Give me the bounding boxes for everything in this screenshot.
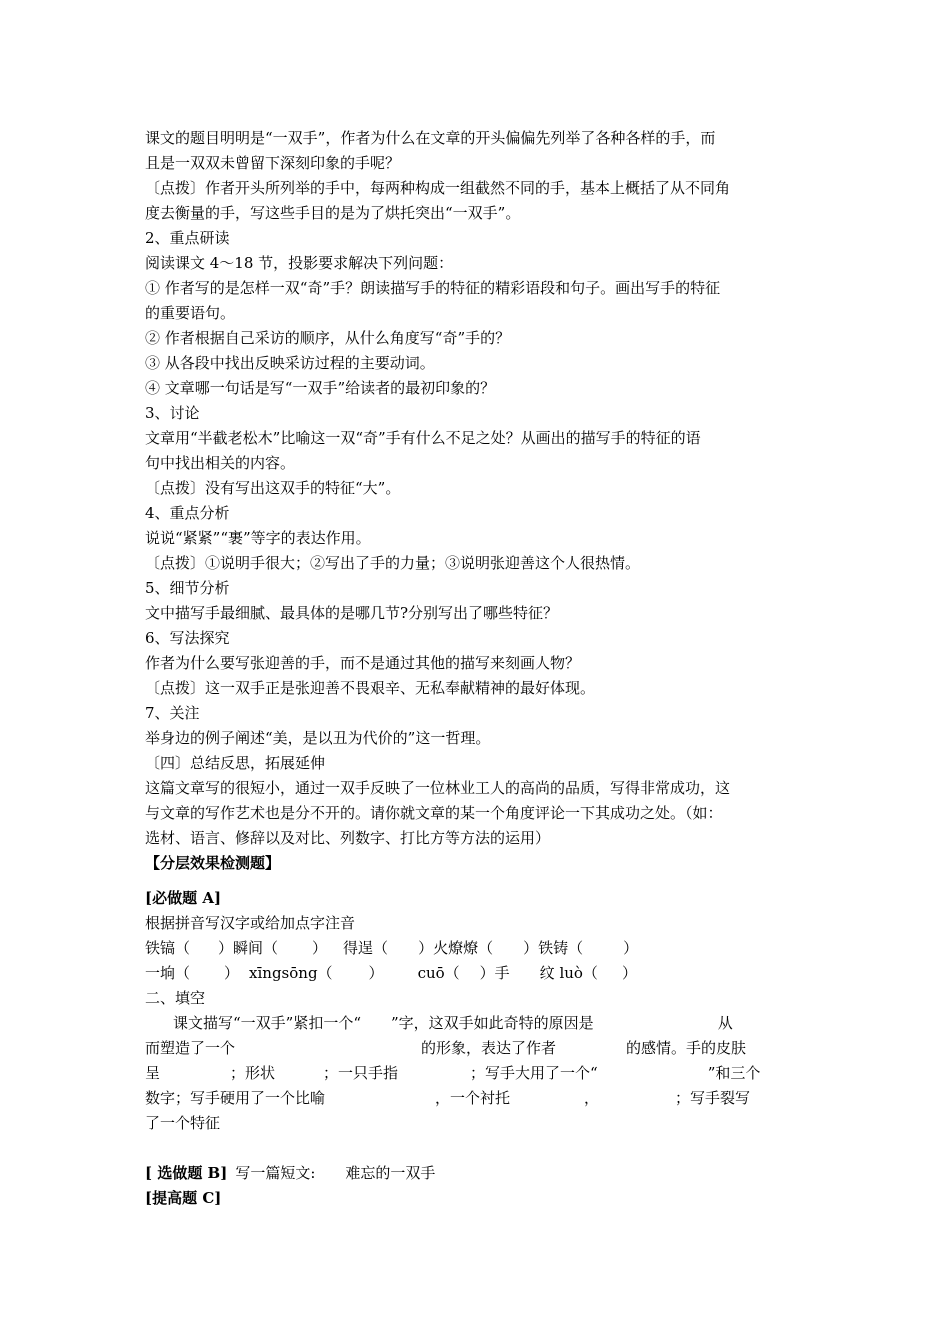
discussion-hint	[145, 478, 400, 498]
fill-text: 呈	[145, 1064, 161, 1082]
section-heading-analysis: 4、重点分析	[145, 504, 230, 522]
section-heading-writing: 6、写法探究	[145, 629, 230, 647]
fill-line-1	[145, 1013, 733, 1033]
blank-suffix: ）手	[479, 964, 510, 982]
hint-text: 没有写出这双手的特征“大”。	[205, 479, 401, 497]
blank-suffix: ）	[312, 939, 328, 957]
fill-text: ；一只手指	[323, 1064, 399, 1082]
fill-text: 的形象，表达了作者	[421, 1039, 557, 1057]
fill-text: ，	[584, 1089, 600, 1107]
fill-text: ，一个衬托	[435, 1089, 511, 1107]
hint-text: ①说明手很大；②写出了手的力量；③说明张迎善这个人很热情。	[205, 554, 641, 572]
discussion-question-line-2: 句中找出相关的内容。	[145, 454, 296, 472]
test-title: 【分层效果检测题】	[145, 854, 281, 872]
intro-hint-line-2: 度去衡量的手，写这些手目的是为了烘托突出“一双手”。	[145, 204, 521, 222]
fill-text: 课文描写“一双手”紧扣一个“	[173, 1014, 362, 1032]
summary-heading	[145, 753, 325, 773]
summary-line-2: 与文章的写作艺术也是分不开的。请你就文章的某一个角度评论一下其成功之处。（如：	[145, 804, 723, 822]
pinyin-word: cuō（	[417, 964, 460, 982]
key-reading-q2: ② 作者根据自己采访的顺序，从什么角度写“奇”手的？	[145, 329, 511, 347]
intro-hint-line-1	[145, 178, 730, 198]
fill-text: ；写手大用了一个“	[470, 1064, 598, 1082]
blank-suffix: ）	[621, 964, 637, 982]
fill-text: ”字，这双手如此奇特的原因是	[391, 1014, 594, 1032]
blank-prefix: 一垧（	[145, 964, 191, 982]
blank-prefix: 得逞（	[343, 939, 389, 957]
pinyin-word: xīngsōng（	[249, 964, 333, 982]
fill-text: ”和三个	[707, 1064, 761, 1082]
hint-text: 作者开头所列举的手中，每两种构成一组截然不同的手，基本上概括了从不同角	[205, 179, 731, 197]
section-heading-detail: 5、细节分析	[145, 579, 230, 597]
essay-title: 难忘的一双手	[345, 1164, 436, 1182]
required-heading-a: [必做题 A]	[145, 889, 222, 907]
hint-tag: 〔点拨〕	[145, 479, 206, 497]
fill-text: 从	[717, 1014, 733, 1032]
intro-question-line-2: 且是一双双未曾留下深刻印象的手呢？	[145, 154, 401, 172]
section-heading-focus: 7、关注	[145, 704, 200, 722]
writing-hint	[145, 678, 595, 698]
section-heading-discussion: 3、讨论	[145, 404, 200, 422]
key-reading-q1-line-1: ① 作者写的是怎样一双“奇”手？朗读描写手的特征的精彩语段和句子。画出写手的特征	[145, 279, 721, 297]
pinyin-word: 纹 luò（	[539, 964, 598, 982]
optional-task: 写一篇短文:	[235, 1164, 316, 1182]
key-reading-instruction: 阅读课文 4～18 节，投影要求解决下列问题：	[145, 254, 454, 272]
discussion-question-line-1: 文章用“半截老松木”比喻这一双“奇”手有什么不足之处？从画出的描写手的特征的语	[145, 429, 701, 447]
focus-question: 举身边的例子阐述“美，是以丑为代价的”这一哲理。	[145, 729, 491, 747]
hint-tag: 〔点拨〕	[145, 554, 206, 572]
intro-question-line-1: 课文的题目明明是“一双手”，作者为什么在文章的开头偏偏先列举了各种各样的手，而	[145, 129, 716, 147]
analysis-hint	[145, 553, 640, 573]
hint-text: 这一双手正是张迎善不畏艰辛、无私奉献精神的最好体现。	[205, 679, 596, 697]
detail-question: 文中描写手最细腻、最具体的是哪几节?分别写出了哪些特征？	[145, 604, 559, 622]
optional-heading-b: [ 选做题 B]	[145, 1164, 228, 1182]
hint-tag: 〔点拨〕	[145, 179, 206, 197]
blank-suffix: ）	[224, 964, 240, 982]
analysis-question: 说说“紧紧”“裹”等字的表达作用。	[145, 529, 371, 547]
blank-prefix: ）瞬间（	[218, 939, 279, 957]
summary-tag: 〔四〕	[145, 754, 191, 772]
key-reading-q1-line-2: 的重要语句。	[145, 304, 236, 322]
key-reading-q4: ④ 文章哪一句话是写“一双手”给读者的最初印象的？	[145, 379, 496, 397]
blank-prefix: ）铁铸（	[523, 939, 584, 957]
section-heading-key-reading: 2、重点研读	[145, 229, 230, 247]
pinyin-row-2	[145, 963, 637, 983]
blank-prefix: 铁镐（	[145, 939, 191, 957]
blank-suffix: ）	[368, 964, 384, 982]
fill-line-5: 了一个特征	[145, 1114, 221, 1132]
summary-line-1: 这篇文章写的很短小，通过一双手反映了一位林业工人的高尚的品质，写得非常成功，这	[145, 779, 731, 797]
advanced-heading-c: [提高题 C]	[145, 1189, 222, 1207]
key-reading-q3: ③ 从各段中找出反映采访过程的主要动词。	[145, 354, 435, 372]
fill-heading: 二、填空	[145, 989, 206, 1007]
fill-text: 数字；写手硬用了一个比喻	[145, 1089, 326, 1107]
summary-title: 总结反思，拓展延伸	[190, 754, 326, 772]
writing-question: 作者为什么要写张迎善的手，而不是通过其他的描写来刻画人物？	[145, 654, 581, 672]
summary-line-3: 选材、语言、修辞以及对比、列数字、打比方等方法的运用）	[145, 829, 551, 847]
fill-line-2	[145, 1038, 746, 1058]
fill-text: 而塑造了一个	[145, 1039, 236, 1057]
fill-text: 的感情。手的皮肤	[626, 1039, 747, 1057]
blank-suffix: ）	[623, 939, 639, 957]
fill-line-4	[145, 1088, 750, 1108]
optional-b	[145, 1163, 435, 1183]
blank-prefix: ）火燎燎（	[418, 939, 494, 957]
fill-line-3	[145, 1063, 760, 1083]
hint-tag: 〔点拨〕	[145, 679, 206, 697]
pinyin-task: 根据拼音写汉字或给加点字注音	[145, 914, 356, 932]
fill-text: ；写手裂写	[675, 1089, 751, 1107]
fill-text: ；形状	[230, 1064, 276, 1082]
pinyin-row-1	[145, 938, 638, 958]
